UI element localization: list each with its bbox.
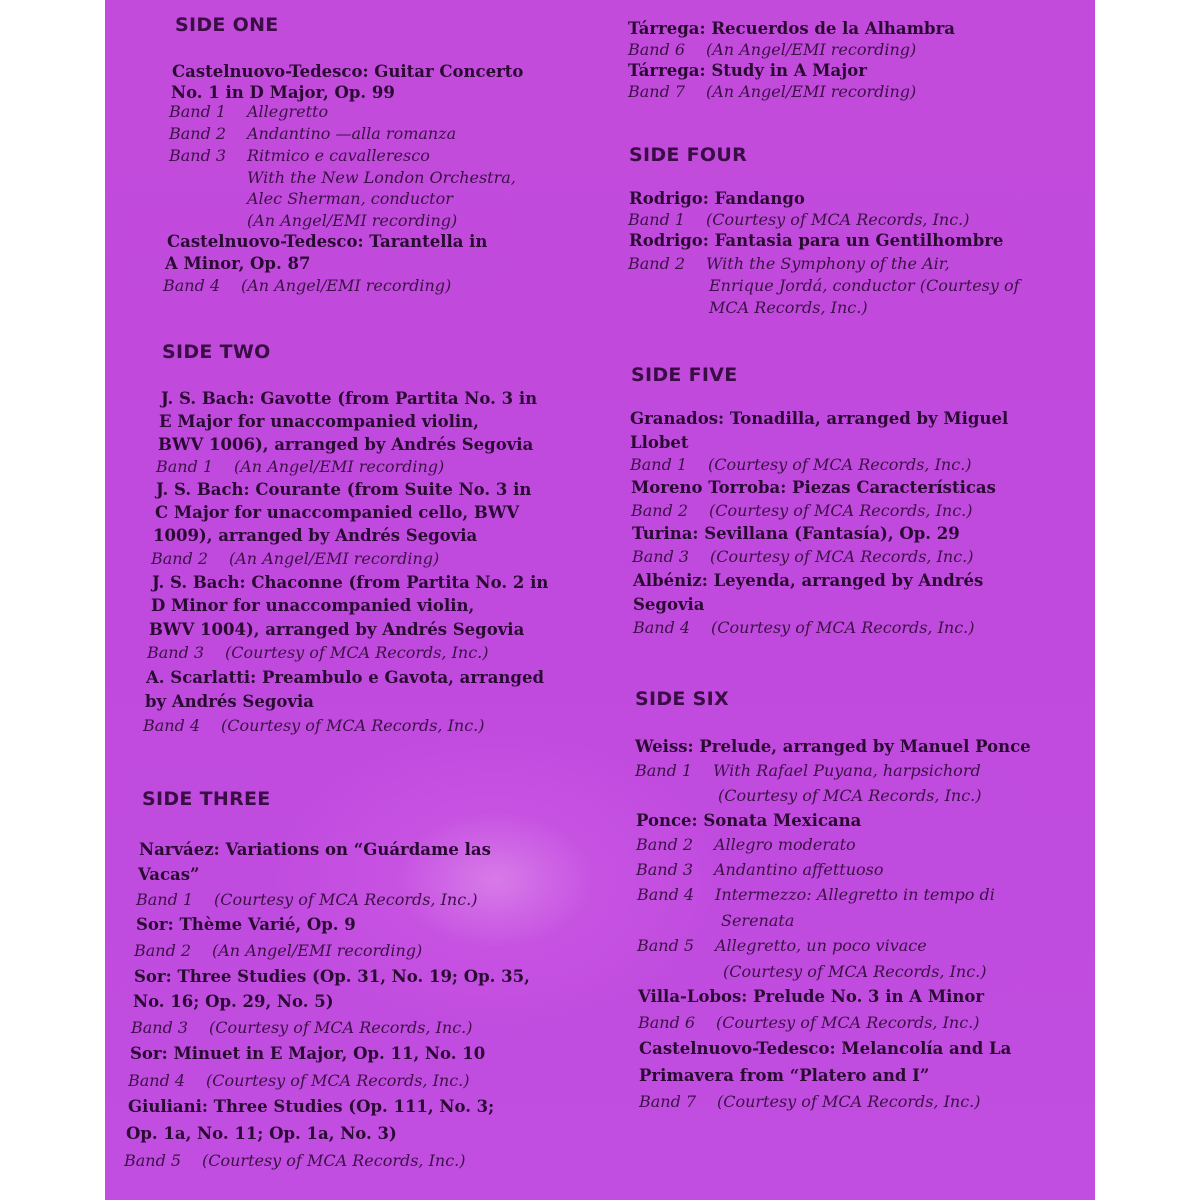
band-line bbox=[635, 761, 981, 780]
track-work: Ponce: Sonata Mexicana bbox=[636, 811, 862, 830]
band-label: Band 2 bbox=[636, 835, 694, 854]
track-work: Op. 1a, No. 11; Op. 1a, No. 3) bbox=[126, 1124, 397, 1143]
band-line bbox=[638, 1013, 980, 1032]
band-text: Andantino —alla romanza bbox=[247, 124, 457, 143]
track-work: Villa-Lobos: Prelude No. 3 in A Minor bbox=[638, 987, 985, 1006]
band-line bbox=[169, 146, 430, 165]
band-line bbox=[628, 210, 970, 229]
band-line bbox=[169, 102, 328, 121]
track-work: Llobet bbox=[630, 433, 689, 452]
band-line bbox=[131, 1018, 473, 1037]
band-label: Band 4 bbox=[163, 276, 221, 295]
band-label: Band 2 bbox=[151, 549, 209, 568]
track-work: Moreno Torroba: Piezas Características bbox=[631, 478, 996, 497]
band-line bbox=[628, 82, 916, 101]
band-text: Andantino affettuoso bbox=[714, 860, 884, 879]
band-line bbox=[124, 1151, 466, 1170]
band-detail: (Courtesy of MCA Records, Inc.) bbox=[718, 786, 982, 805]
band-label: Band 1 bbox=[635, 761, 693, 780]
band-detail: (Courtesy of MCA Records, Inc.) bbox=[723, 962, 987, 981]
band-text: (Courtesy of MCA Records, Inc.) bbox=[209, 1018, 473, 1037]
band-text: Ritmico e cavalleresco bbox=[247, 146, 430, 165]
track-work: Sor: Three Studies (Op. 31, No. 19; Op. 35, bbox=[134, 967, 530, 986]
band-label: Band 2 bbox=[134, 941, 192, 960]
track-work: Narváez: Variations on “Guárdame las bbox=[139, 840, 491, 859]
band-detail: Alec Sherman, conductor bbox=[247, 189, 453, 208]
band-label: Band 5 bbox=[124, 1151, 182, 1170]
band-label: Band 4 bbox=[128, 1071, 186, 1090]
band-line bbox=[628, 254, 950, 273]
band-label: Band 4 bbox=[637, 885, 695, 904]
band-detail: With the New London Orchestra, bbox=[247, 168, 516, 187]
band-line bbox=[631, 501, 973, 520]
track-work: Sor: Minuet in E Major, Op. 11, No. 10 bbox=[130, 1044, 486, 1063]
band-label: Band 6 bbox=[628, 40, 686, 59]
band-text: (Courtesy of MCA Records, Inc.) bbox=[708, 455, 972, 474]
band-text: With Rafael Puyana, harpsichord bbox=[713, 761, 981, 780]
liner-notes-sheet bbox=[105, 0, 1095, 1200]
track-work: Tárrega: Recuerdos de la Alhambra bbox=[628, 19, 955, 38]
band-label: Band 1 bbox=[169, 102, 227, 121]
track-work: No. 16; Op. 29, No. 5) bbox=[133, 992, 334, 1011]
side-five-heading: SIDE FIVE bbox=[631, 364, 738, 386]
band-line bbox=[147, 643, 489, 662]
band-label: Band 4 bbox=[633, 618, 691, 637]
band-line bbox=[633, 618, 975, 637]
band-label: Band 4 bbox=[143, 716, 201, 735]
band-text: (Courtesy of MCA Records, Inc.) bbox=[225, 643, 489, 662]
track-work: Albéniz: Leyenda, arranged by Andrés bbox=[633, 571, 984, 590]
band-label: Band 3 bbox=[131, 1018, 189, 1037]
band-detail: Serenata bbox=[721, 911, 795, 930]
side-one-heading: SIDE ONE bbox=[175, 14, 279, 36]
band-text: (Courtesy of MCA Records, Inc.) bbox=[202, 1151, 466, 1170]
band-line bbox=[632, 547, 974, 566]
band-label: Band 7 bbox=[639, 1092, 697, 1111]
track-work: 1009), arranged by Andrés Segovia bbox=[153, 526, 478, 545]
track-work: E Major for unaccompanied violin, bbox=[159, 412, 479, 431]
side-two-heading: SIDE TWO bbox=[162, 341, 271, 363]
band-text: (An Angel/EMI recording) bbox=[234, 457, 445, 476]
band-label: Band 1 bbox=[630, 455, 688, 474]
track-work: Sor: Thème Varié, Op. 9 bbox=[136, 915, 356, 934]
band-label: Band 2 bbox=[169, 124, 227, 143]
band-line bbox=[151, 549, 439, 568]
side-four-heading: SIDE FOUR bbox=[629, 144, 748, 166]
band-label: Band 1 bbox=[628, 210, 686, 229]
track-work: Primavera from “Platero and I” bbox=[639, 1066, 930, 1085]
track-work: Castelnuovo-Tedesco: Tarantella in bbox=[167, 232, 488, 251]
band-line bbox=[628, 40, 916, 59]
track-work: Segovia bbox=[633, 595, 705, 614]
band-text: (Courtesy of MCA Records, Inc.) bbox=[214, 890, 478, 909]
band-text: Allegretto bbox=[247, 102, 329, 121]
track-work: Castelnuovo-Tedesco: Guitar Concerto bbox=[172, 62, 524, 81]
band-text: (Courtesy of MCA Records, Inc.) bbox=[711, 618, 975, 637]
band-label: Band 1 bbox=[156, 457, 214, 476]
track-work: No. 1 in D Major, Op. 99 bbox=[171, 83, 395, 102]
band-line bbox=[637, 936, 927, 955]
band-label: Band 2 bbox=[631, 501, 689, 520]
band-line bbox=[636, 860, 884, 879]
track-work: Rodrigo: Fandango bbox=[629, 189, 805, 208]
band-text: (An Angel/EMI recording) bbox=[229, 549, 440, 568]
band-detail: Enrique Jordá, conductor (Courtesy of bbox=[709, 276, 1020, 295]
band-line bbox=[630, 455, 972, 474]
band-text: (Courtesy of MCA Records, Inc.) bbox=[706, 210, 970, 229]
band-line bbox=[156, 457, 444, 476]
band-label: Band 3 bbox=[169, 146, 227, 165]
band-text: (An Angel/EMI recording) bbox=[706, 82, 917, 101]
track-work: J. S. Bach: Courante (from Suite No. 3 in bbox=[156, 480, 532, 499]
band-label: Band 7 bbox=[628, 82, 686, 101]
band-text: Allegretto, un poco vivace bbox=[715, 936, 927, 955]
track-work: by Andrés Segovia bbox=[145, 692, 314, 711]
band-text: Intermezzo: Allegretto in tempo di bbox=[715, 885, 995, 904]
band-line bbox=[143, 716, 485, 735]
track-work: C Major for unaccompanied cello, BWV bbox=[155, 503, 520, 522]
band-text: (Courtesy of MCA Records, Inc.) bbox=[717, 1092, 981, 1111]
track-work: A Minor, Op. 87 bbox=[165, 254, 311, 273]
band-line bbox=[136, 890, 478, 909]
band-label: Band 3 bbox=[636, 860, 694, 879]
band-line bbox=[639, 1092, 981, 1111]
band-label: Band 5 bbox=[637, 936, 695, 955]
band-line bbox=[128, 1071, 470, 1090]
track-work: Granados: Tonadilla, arranged by Miguel bbox=[630, 409, 1009, 428]
track-work: Castelnuovo-Tedesco: Melancolía and La bbox=[639, 1039, 1012, 1058]
band-line bbox=[637, 885, 995, 904]
track-work: Giuliani: Three Studies (Op. 111, No. 3; bbox=[128, 1097, 495, 1116]
band-text: (Courtesy of MCA Records, Inc.) bbox=[709, 501, 973, 520]
track-work: Tárrega: Study in A Major bbox=[628, 61, 867, 80]
band-label: Band 1 bbox=[136, 890, 194, 909]
band-detail: (An Angel/EMI recording) bbox=[247, 211, 458, 230]
band-label: Band 3 bbox=[632, 547, 690, 566]
track-work: Rodrigo: Fantasia para un Gentilhombre bbox=[629, 231, 1004, 250]
track-work: Vacas” bbox=[138, 865, 200, 884]
band-label: Band 3 bbox=[147, 643, 205, 662]
band-label: Band 2 bbox=[628, 254, 686, 273]
band-text: (An Angel/EMI recording) bbox=[706, 40, 917, 59]
band-line bbox=[134, 941, 422, 960]
band-text: With the Symphony of the Air, bbox=[706, 254, 950, 273]
band-line bbox=[163, 276, 451, 295]
track-work: J. S. Bach: Gavotte (from Partita No. 3 in bbox=[161, 389, 538, 408]
band-detail: MCA Records, Inc.) bbox=[709, 298, 868, 317]
band-line bbox=[636, 835, 856, 854]
band-text: (An Angel/EMI recording) bbox=[212, 941, 423, 960]
track-work: D Minor for unaccompanied violin, bbox=[151, 596, 475, 615]
track-work: A. Scarlatti: Preambulo e Gavota, arranged bbox=[146, 668, 544, 687]
band-label: Band 6 bbox=[638, 1013, 696, 1032]
band-line bbox=[169, 124, 456, 143]
band-text: (An Angel/EMI recording) bbox=[241, 276, 452, 295]
track-work: Weiss: Prelude, arranged by Manuel Ponce bbox=[635, 737, 1031, 756]
side-three-heading: SIDE THREE bbox=[142, 788, 271, 810]
track-work: BWV 1004), arranged by Andrés Segovia bbox=[149, 620, 525, 639]
band-text: (Courtesy of MCA Records, Inc.) bbox=[206, 1071, 470, 1090]
side-six-heading: SIDE SIX bbox=[635, 688, 729, 710]
band-text: Allegro moderato bbox=[714, 835, 856, 854]
band-text: (Courtesy of MCA Records, Inc.) bbox=[716, 1013, 980, 1032]
band-text: (Courtesy of MCA Records, Inc.) bbox=[710, 547, 974, 566]
track-work: BWV 1006), arranged by Andrés Segovia bbox=[158, 435, 534, 454]
track-work: Turina: Sevillana (Fantasía), Op. 29 bbox=[632, 524, 960, 543]
band-text: (Courtesy of MCA Records, Inc.) bbox=[221, 716, 485, 735]
track-work: J. S. Bach: Chaconne (from Partita No. 2 in bbox=[152, 573, 549, 592]
